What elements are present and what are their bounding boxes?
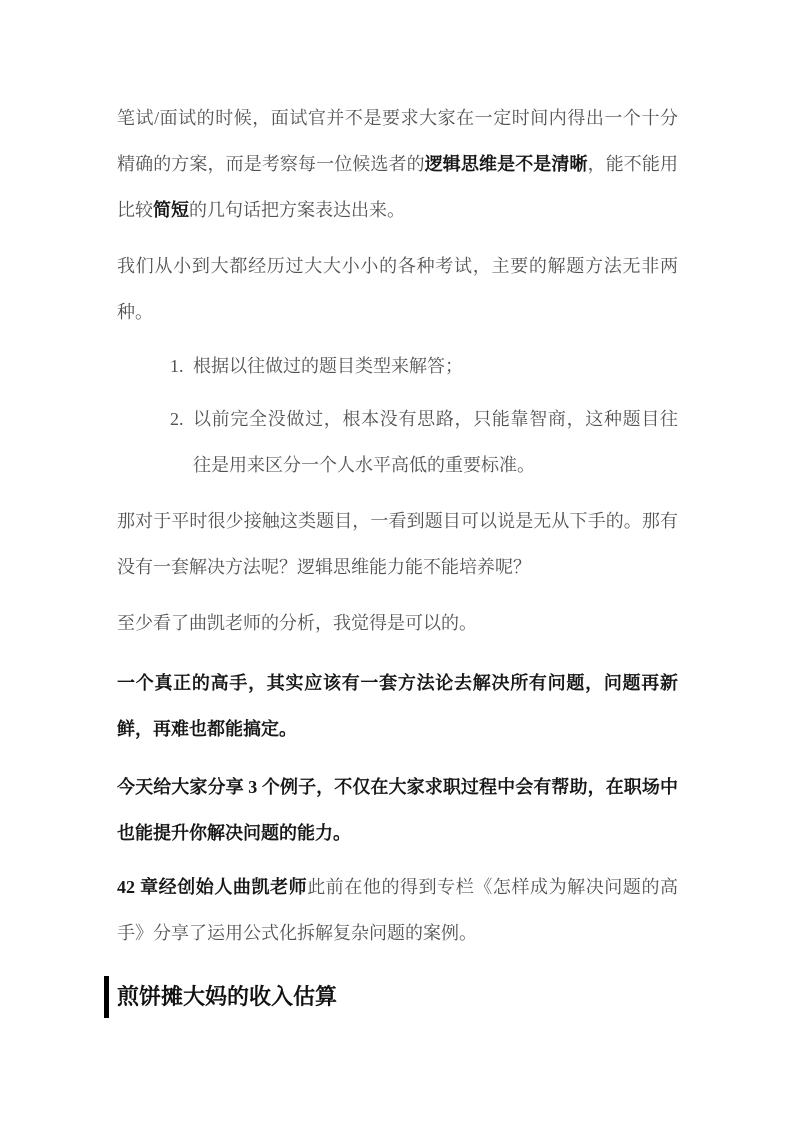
paragraph-42zhangjing xyxy=(117,864,678,956)
text-run: ，能不能用比较 xyxy=(117,154,679,220)
paragraph-master-methodology: 一个真正的高手，其实应该有一套方法论去解决所有问题，问题再新鲜，再难也都能搞定。 xyxy=(117,673,678,739)
numbered-list xyxy=(117,343,678,488)
text-run: 此前在他的得到专栏《怎样成为解决问题的高手》分享了运用公式化拆解复杂问题的案例。 xyxy=(117,877,679,943)
paragraph-exam-methods: 我们从小到大都经历过大大小小的各种考试，主要的解题方法无非两种。 xyxy=(117,256,678,322)
document-content xyxy=(117,95,678,1018)
bold-text-run: 42 章经创始人曲凯老师 xyxy=(117,877,308,897)
list-item-number: 2. xyxy=(170,409,184,429)
section-heading-pancake-income xyxy=(104,976,678,1018)
list-item-number: 1. xyxy=(170,356,184,376)
text-run: 笔试/面试的时候，面试官并不是要求大家在一定时间内得出一个十分精确的方案，而是考察每一位候选者的 xyxy=(117,108,678,174)
bold-text-run: 简短 xyxy=(153,200,189,220)
list-item-text: 以前完全没做过，根本没有思路，只能靠智商，这种题目往往是用来区分一个人水平高低的重要标准。 xyxy=(193,409,678,475)
list-item-1 xyxy=(170,343,678,389)
bold-text-run: 逻辑思维是不是清晰 xyxy=(424,154,588,174)
paragraph-no-clue: 那对于平时很少接触这类题目，一看到题目可以说是无从下手的。那有没有一套解决方法呢？逻辑思维能力能不能培养呢？ xyxy=(117,511,678,577)
list-item-2 xyxy=(170,396,678,488)
section-heading-text: 煎饼摊大妈的收入估算 xyxy=(117,984,338,1009)
text-run: 的几句话把方案表达出来。 xyxy=(189,200,405,220)
paragraph-qukai-analysis: 至少看了曲凯老师的分析，我觉得是可以的。 xyxy=(117,613,477,633)
paragraph-three-examples: 今天给大家分享 3 个例子，不仅在大家求职过程中会有帮助，在职场中也能提升你解决问题的能力。 xyxy=(117,777,678,843)
paragraph-interview-intro xyxy=(117,95,678,233)
list-item-text: 根据以往做过的题目类型来解答； xyxy=(193,356,463,376)
